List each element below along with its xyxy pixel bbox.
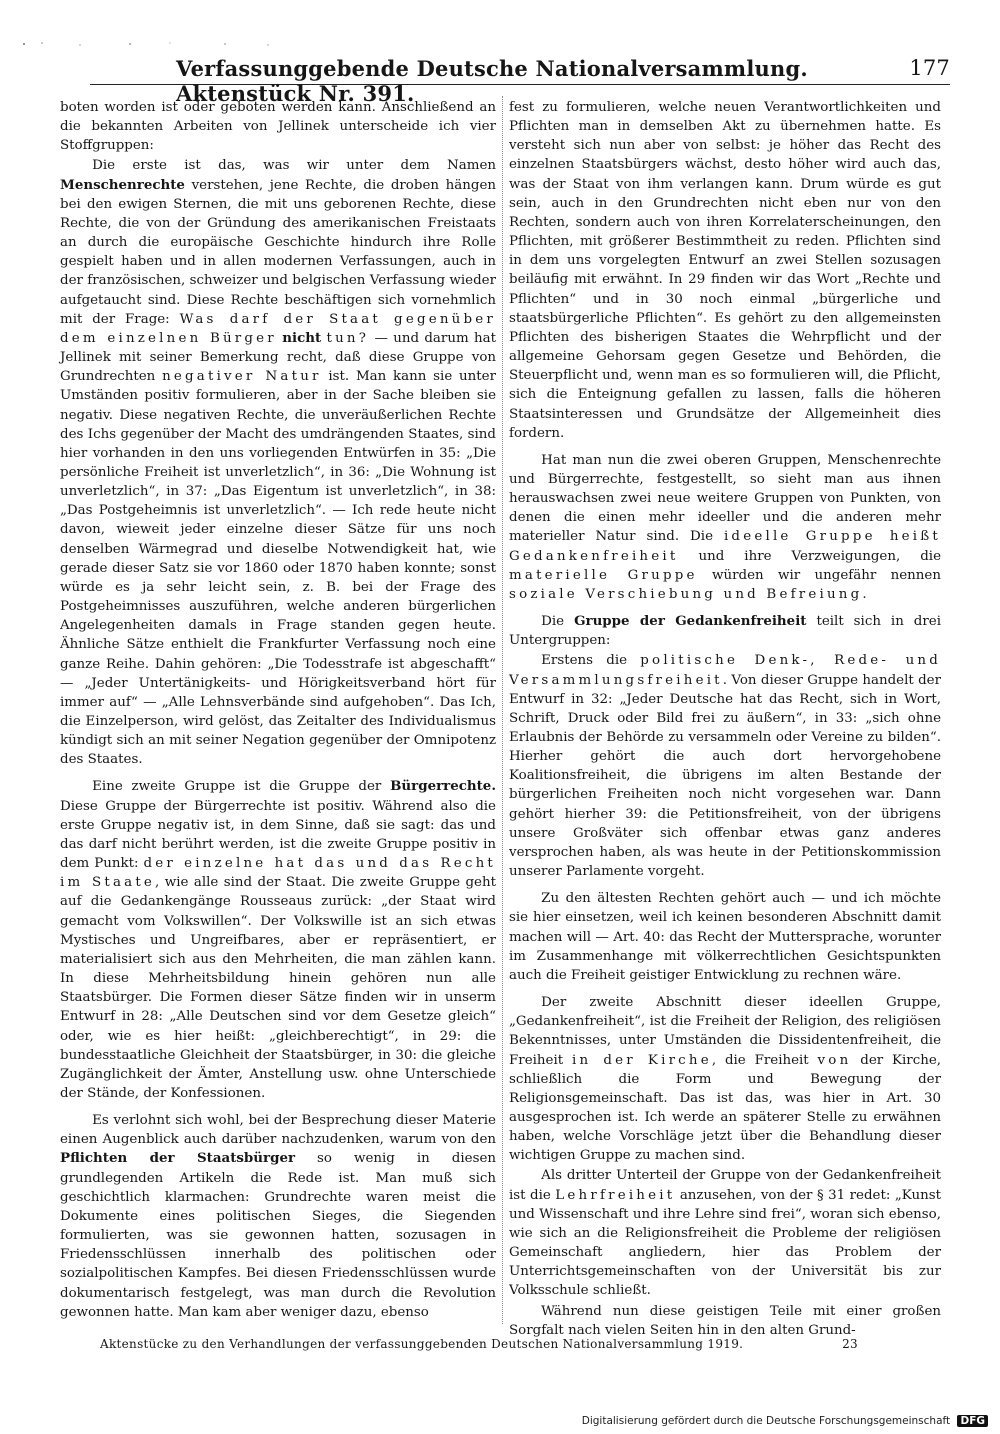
page-footer [100, 1337, 940, 1351]
running-header [90, 56, 950, 106]
paragraph: Als dritter Unterteil der Gruppe von der Gedankenfreiheit ist die Lehrfreiheit anzusehen, von der § 31 redet: „Kunst und Wissenschaft und ihre Lehre sind frei“, woran sich ebenso, wie sich an die Religionsfreiheit die Probleme der religiösen Gemeinschaft angliedern, hier das Problem der Unterrichtsgemeinschaften von der Universität bis zur Volksschule schließt. [509, 1168, 941, 1299]
column-divider [502, 96, 503, 1324]
paragraph: Hat man nun die zwei oberen Gruppen, Menschenrechte und Bürgerrechte, festgestellt, so sieht man aus ihnen herauswachsen zwei neue weitere Gruppen von Punkten, von denen die einen mehr ideeller und die anderen mehr materieller Natur sind. Die ideelle Gruppe heißt Gedankenfreiheit und ihre Verzweigungen, die materielle Gruppe würden wir ungefähr nennen soziale Verschiebung und Befreiung. [509, 452, 941, 602]
paragraph: boten worden ist oder geboten werden kann. Anschließend an die bekannten Arbeiten von Jellinek unterscheide ich vier Stoffgruppen: [60, 100, 496, 154]
right-column [509, 98, 942, 1338]
paragraph: Eine zweite Gruppe ist die Gruppe der Bürgerrechte. Diese Gruppe der Bürgerrechte ist positiv. Während also die erste Gruppe negativ ist, in dem Sinne, daß sie sagt: das und das darf nicht berührt werden, ist die zweite Gruppe positiv in dem Punkt: der einzelne hat das und das Recht im Staate, wie alle sind der Staat. Die zweite Gruppe geht auf die Gedankengänge Rousseaus zurück: „der Staat wird gemacht vom Volkswillen“. Der Volkswille ist an sich etwas Mystisches und Ungreifbares, aber er repräsentiert, er materialisiert sich aus den Mehrheiten, die man zählen kann. In diese Mehrheitsbildung hinein gehören nun alle Staatsbürger. Die Formen dieser Sätze finden wir in unserm Entwurf in 28: „Alle Deutschen sind vor dem Gesetze gleich“ oder, wie es hier heißt: „gleichberechtigt“, in 29: die bundesstaatliche Gleichheit der Staatsbürger, in 30: die gleiche Zugänglichkeit der Ämter, Anstellung usw. ohne Unterschiede der Stände, der Konfessionen. [60, 778, 496, 1101]
paragraph: Der zweite Abschnitt dieser ideellen Gruppe, „Gedankenfreiheit“, ist die Freiheit der Religion, des religiösen Bekenntnisses, unter Umständen die Dissidentenfreiheit, die Freiheit in der Kirche, die Freiheit von der Kirche, schließlich die Form und Bewegung der Religionsgemeinschaft. Das ist das, was hier in Art. 30 ausgesprochen ist. Ich werde an späterer Stelle zu erwähnen haben, welche Vorschläge jetzt über die Behandlung dieser wichtigen Gruppe zu machen sind. [509, 995, 942, 1164]
paragraph: Erstens die politische Denk-, Rede- und Versammlungsfreiheit. Von dieser Gruppe handelt der Entwurf in 32: „Jeder Deutsche hat das Recht, sich in Wort, Schrift, Druck oder Bild frei zu äußern“, in 33: „sich ohne Erlaubnis der Behörde zu versammeln oder Vereine zu bilden“. Hierher gehört die auch dort hervorgehobene Koalitionsfreiheit, die übrigens im alten Bestande der bürgerlichen Freiheiten noch nicht vorgesehen war. Dann gehört hierher 39: die Petitionsfreiheit, von der übrigens unsere Großväter sich offenbar etwas ganz anderes versprochen haben, als was heute in der Petitionskommission unserer Parlamente vorgeht. [509, 653, 941, 880]
left-column [60, 98, 496, 1320]
paragraph: Es verlohnt sich wohl, bei der Besprechung dieser Materie einen Augenblick auch darüber nachzudenken, warum von den Pflichten der Staatsbürger so wenig in diesen grundlegenden Artikeln die Rede ist. Man muß sich geschichtlich klarmachen: Grundrechte waren meist die Dokumente eines politischen Sieges, die Siegenden formulierten, was sie gewonnen hatten, sozusagen in Friedensschlüssen innerhalb des politischen oder sozialpolitischen Kampfes. Bei diesen Friedensschlüssen wurde dokumentarisch festgelegt, was man durch die Revolution gewonnen hatte. Man kam aber weniger dazu, ebenso [60, 1113, 496, 1320]
paragraph: Die erste ist das, was wir unter dem Namen Menschenrechte verstehen, jene Rechte, die droben hängen bei den ewigen Sternen, die mit uns geborenen Rechte, diese Rechte, die von der Gründung des amerikanischen Freistaats an durch die europäische Geschichte hindurch ihre Rolle gespielt haben und in allen modernen Verfassungen, auch in der französischen, schweizer und belgischen Verfassung wieder aufgetaucht sind. Diese Rechte beschäftigen sich vornehmlich mit der Frage: Was darf der Staat gegenüber dem einzelnen Bürger nicht tun? — und darum hat Jellinek mit seiner Bemerkung recht, daß diese Gruppe von Grundrechten negativer Natur ist. Man kann sie unter Umständen positiv formulieren, aber in der Sache bleiben sie negativ. Diese negativen Rechte, die unveräußerlichen Rechte des Ichs gegenüber der Macht des umdrängenden Staates, sind hier vorhanden in den uns vorliegenden Entwürfen in 35: „Die persönliche Freiheit ist unverletzlich“, in 36: „Die Wohnung ist unverletzlich“, in 37: „Das Eigentum ist unverletzlich“, in 38: „Das Postgeheimnis ist unverletzlich“. — Ich rede heute nicht davon, wieweit jeder einzelne dieser Sätze für uns noch denselben Wärmegrad und dieselbe Notwendigkeit hat, wie gerade dieser Satz sie vor 1860 oder 1870 haben konnte; sonst würde es ja sehr leicht sein, z. B. bei der Frage des Postgeheimnisses auszuführen, welche anderen bürgerlichen Angelegenheiten damals in Frage standen gegen heute. Ähnliche Sätze enthielt die Frankfurter Verfassung noch eine ganze Reihe. Dahin gehören: „Die Todesstrafe ist abgeschafft“ — „Jeder Untertänigkeits- und Hörigkeitsverband hört für immer auf“ — „Alle Lehnsverbände sind aufgehoben“. Das Ich, die Einzelperson, wird gelöst, das Zeitalter des Individualismus kündigt sich an mit seiner Negation gegenüber der Omnipotenz des Staates. [60, 158, 496, 768]
paragraph: Während nun diese geistigen Teile mit einer großen Sorgfalt nach vielen Seiten hin in den alten Grund- [509, 1303, 941, 1338]
footer-text: Aktenstücke zu den Verhandlungen der verfassunggebenden Deutschen Nationalversammlung 1919. [100, 1337, 744, 1351]
dfg-logo: DFG [957, 1415, 988, 1427]
paragraph: Zu den ältesten Rechten gehört auch — und ich möchte sie hier einsetzen, weil ich keinen besonderen Abschnitt damit machen will — Art. 40: das Recht der Muttersprache, worunter im Zusammenhange mit völkerrechtlichen Gesichtspunkten auch die Freiheit geistiger Entwicklung zu rechnen wäre. [509, 891, 941, 983]
paragraph: Die Gruppe der Gedankenfreiheit teilt sich in drei Untergruppen: [509, 613, 941, 649]
scan-specks [20, 40, 280, 48]
header-title: Verfassunggebende Deutsche Nationalversammlung. Aktenstück Nr. 391. [176, 56, 808, 106]
page-number: 177 [909, 56, 950, 80]
digitization-credit [582, 1415, 988, 1427]
paragraph: fest zu formulieren, welche neuen Verantwortlichkeiten und Pflichten man in demselben Akt zu übernehmen hatte. Es versteht sich nun aber von selbst: je höher das Recht des einzelnen Staatsbürgers wächst, desto höher wird auch das, was der Staat von ihm verlangen kann. Drum würde es gut sein, auch in den Grundrechten nicht eben nur von den Rechten, sondern auch von ihren Korrelaterscheinungen, den Pflichten, mit größerer Bestimmtheit zu reden. Pflichten sind in dem uns vorgelegten Entwurf an zwei Stellen sozusagen beiläufig mit erwähnt. In 29 finden wir das Wort „Rechte und Pflichten“ und in 30 noch einmal „bürgerliche und staatsbürgerliche Pflichten“. Es gehört zu den allgemeinsten Pflichten des bisherigen Staates die Wehrpflicht und der allgemeine Gehorsam gegen Gesetze und Behörden, die Steuerpflicht und, wenn man es so formulieren will, die Pflicht, sich die Enteignung gefallen zu lassen, falls die höheren Staatsinteressen und Grundsätze der Allgemeinheit dies fordern. [509, 100, 941, 441]
signature-number: 23 [842, 1337, 858, 1351]
credit-text: Digitalisierung gefördert durch die Deutsche Forschungsgemeinschaft [581, 1415, 951, 1427]
